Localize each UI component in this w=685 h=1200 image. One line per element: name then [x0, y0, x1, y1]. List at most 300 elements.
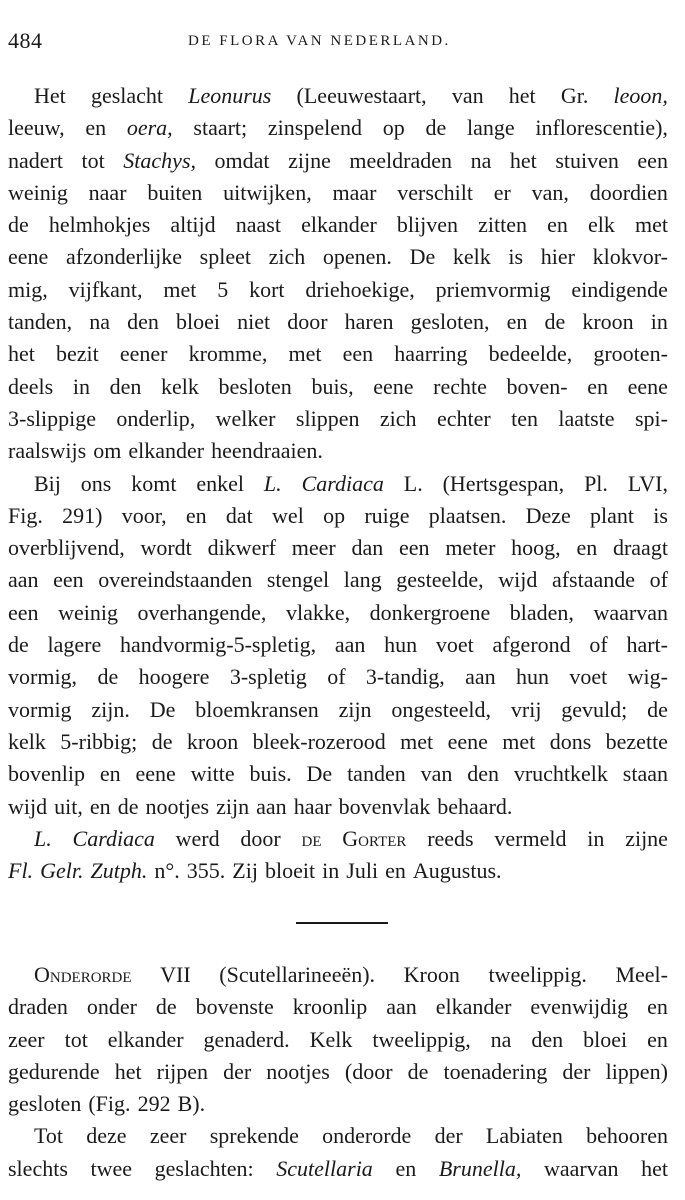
word: sprekende [209, 1123, 299, 1149]
word: niet [237, 309, 271, 335]
text-line [8, 80, 668, 112]
word: haarring [394, 341, 468, 367]
word: den [109, 373, 142, 399]
word: omdat [214, 147, 270, 173]
word: zijne [288, 147, 331, 173]
word: gesloten [8, 1091, 82, 1117]
word: een [399, 535, 430, 561]
word: gesloten, [410, 309, 490, 335]
word: lippen) [605, 1058, 668, 1084]
word: ongesteeld, [391, 696, 492, 722]
text-line [8, 597, 668, 629]
word: en [587, 373, 609, 399]
word: na [89, 309, 111, 335]
text-line [8, 629, 668, 661]
word: genaderd. [203, 1026, 290, 1052]
word: den [127, 309, 159, 335]
word: Zij [232, 858, 258, 884]
word: 355. [186, 858, 226, 884]
text-line [8, 112, 668, 144]
word: van [420, 761, 453, 787]
word: inflorescentie), [535, 115, 668, 141]
word: voet [569, 664, 608, 690]
word: het [641, 1155, 668, 1181]
word: ruige [364, 502, 410, 528]
word: vermeld [494, 825, 567, 851]
word: waarvan [593, 599, 668, 625]
word: B). [177, 1091, 206, 1117]
text-line [8, 991, 668, 1023]
word: (Scutellarineeën). [219, 962, 376, 987]
word: zeer [8, 1026, 45, 1052]
word: eene [447, 728, 488, 754]
word: eene [135, 761, 176, 787]
word: Pl. [584, 470, 608, 496]
word: echter [436, 405, 491, 431]
word: de [407, 1058, 429, 1084]
word: Gr. [560, 83, 589, 108]
word: klokvor- [592, 244, 668, 270]
word: evenwijdig [530, 994, 629, 1020]
word: aan [334, 632, 366, 658]
word: dat [225, 502, 253, 528]
word: leoon, [613, 83, 668, 108]
word: en [185, 502, 207, 528]
text-line [8, 145, 668, 177]
word: de [425, 115, 447, 141]
word: (Hertsgespan, [442, 470, 565, 496]
word: de [151, 728, 173, 754]
text-line [8, 758, 668, 790]
word: Gorter [342, 825, 407, 851]
word: kroon [582, 309, 634, 335]
word: Kelk [309, 1026, 353, 1052]
word: geslacht [90, 83, 164, 108]
word: na [490, 1026, 512, 1052]
text-line [8, 403, 668, 435]
word: welker [215, 405, 276, 431]
word: Scutellaria [276, 1155, 373, 1181]
word: L. [263, 470, 282, 496]
word: Deze [525, 502, 571, 528]
word: en [89, 793, 111, 819]
word: of [327, 664, 346, 690]
word: Leonurus [188, 83, 272, 108]
word: slechts [8, 1155, 68, 1181]
word: openen. [322, 244, 392, 270]
word: de [301, 825, 322, 851]
word: (door [344, 1058, 393, 1084]
word: het [509, 147, 537, 173]
word: Het [34, 83, 66, 108]
word: in [72, 373, 90, 399]
word: De [149, 696, 176, 722]
word: staan [622, 761, 668, 787]
word: rijpen [156, 1058, 208, 1084]
word: de [8, 632, 29, 658]
text-line [8, 694, 668, 726]
word: Bij [34, 470, 61, 496]
word: Augustus. [412, 858, 502, 884]
word: LVI, [627, 470, 668, 496]
word: ons [80, 470, 112, 496]
word: besloten [218, 373, 292, 399]
word: tot [64, 1026, 88, 1052]
word: altijd [170, 212, 216, 238]
word: buis, [311, 373, 354, 399]
word: bloei [583, 1026, 628, 1052]
text-line [8, 532, 668, 564]
word: L. [403, 470, 423, 496]
word: verschilt [397, 179, 473, 205]
word: spi- [634, 405, 668, 431]
word: handvormig-5-spletig, [119, 632, 317, 658]
word: bladen, [509, 599, 574, 625]
word: deze [86, 1123, 127, 1149]
word: tanden [347, 761, 406, 787]
word: L. [34, 825, 52, 851]
text-line [8, 661, 668, 693]
word: raalswijs [8, 438, 87, 464]
word: heendraaien. [211, 438, 323, 464]
word: n°. [154, 858, 180, 884]
word: afstaande [551, 567, 636, 593]
word: in [587, 825, 605, 851]
word: doordien [589, 179, 668, 205]
word: er [493, 179, 511, 205]
word: gesteelde, [396, 567, 484, 593]
word: bloei [176, 309, 221, 335]
word: zijne [625, 825, 668, 851]
word: zich [379, 405, 417, 431]
word: overhangende, [137, 599, 267, 625]
word: laatste [558, 405, 615, 431]
word: Meel- [615, 962, 668, 987]
word: tot [81, 147, 105, 173]
word: eene [8, 244, 49, 270]
word: eene [627, 373, 668, 399]
word: behaard. [437, 793, 513, 819]
word: staart; [193, 115, 248, 141]
word: Gelr. [40, 858, 84, 884]
text-line [8, 1088, 668, 1120]
word: vruchtkelk [513, 761, 608, 787]
word: aan [8, 567, 39, 593]
word: eindigende [571, 276, 668, 302]
word: leeuw, [8, 115, 65, 141]
text-line [8, 371, 668, 403]
word: de [8, 212, 29, 238]
word: vormig [8, 696, 72, 722]
word: kelk [160, 373, 199, 399]
word: en [547, 212, 568, 238]
word: elkander [301, 212, 377, 238]
word: kroon [186, 728, 239, 754]
word: hier [540, 244, 575, 270]
word: boven- [506, 373, 568, 399]
word: is [508, 244, 524, 270]
word: het [8, 341, 35, 367]
text-line [8, 791, 668, 823]
word: nootjes [145, 793, 210, 819]
word: donkergroene [369, 599, 491, 625]
word: de [97, 664, 119, 690]
text-line [8, 1056, 668, 1088]
word: lagere [47, 632, 102, 658]
text-block-onderorde [8, 959, 668, 1185]
word: voet [435, 632, 474, 658]
word: is [653, 502, 668, 528]
text-line [8, 855, 668, 887]
text-line [8, 435, 668, 467]
word: oera, [126, 115, 173, 141]
word: witte [190, 761, 235, 787]
page-number: 484 [8, 28, 43, 53]
word: vormig, [8, 664, 78, 690]
word: bleek-rozerood [252, 728, 386, 754]
word: wordt [140, 535, 192, 561]
word: buis. [249, 761, 292, 787]
word: meer [291, 535, 336, 561]
word: van, [531, 179, 569, 205]
word: maar [332, 179, 377, 205]
word: nootjes [266, 1058, 330, 1084]
word: den [467, 761, 499, 787]
word: waarvan [543, 1155, 619, 1181]
word: weinig [58, 599, 118, 625]
word: overeindstaanden [98, 567, 253, 593]
word: wijd [8, 793, 48, 819]
text-line [8, 468, 668, 500]
word: Labiaten [485, 1123, 563, 1149]
word: De [409, 244, 436, 270]
word: zitten [478, 212, 527, 238]
word: Zutph. [90, 858, 148, 884]
word: Fig. [8, 502, 43, 528]
word: naar [88, 179, 127, 205]
word: eener [119, 341, 168, 367]
word: Fl. [8, 858, 34, 884]
word: en [647, 1026, 668, 1052]
word: na [470, 147, 492, 173]
word: priemvormig [435, 276, 551, 302]
word: komt [131, 470, 177, 496]
word: hun [516, 664, 549, 690]
word: zijn. [91, 696, 130, 722]
word: zeer [149, 1123, 187, 1149]
word: aan [256, 793, 287, 819]
word: dan [351, 535, 384, 561]
word: eene [373, 373, 414, 399]
word: en [385, 858, 406, 884]
word: 5 [217, 276, 229, 302]
word: twee [90, 1155, 133, 1181]
word: afgerond [492, 632, 571, 658]
word: elk [587, 212, 615, 238]
word: bloeit [264, 858, 316, 884]
word: de [544, 309, 566, 335]
word: der [223, 1058, 252, 1084]
word: voor, [121, 502, 167, 528]
text-line [8, 726, 668, 758]
text-line [8, 500, 668, 532]
word: vlakke, [285, 599, 351, 625]
word: in [650, 309, 668, 335]
word: lange [466, 115, 515, 141]
word: of [589, 632, 608, 658]
word: tweelippig, [372, 1026, 471, 1052]
word: bovenvlak [338, 793, 431, 819]
word: Stachys, [123, 147, 196, 173]
word: haar [293, 793, 332, 819]
word: hoog, [511, 535, 561, 561]
word: de [155, 994, 177, 1020]
word: VII [160, 962, 191, 987]
word: meeldraden [349, 147, 453, 173]
text-line [8, 564, 668, 596]
word: 291) [62, 502, 103, 528]
word: wel [272, 502, 304, 528]
word: stuiven [555, 147, 619, 173]
word: 5-ribbig; [60, 728, 138, 754]
word: 292 [137, 1091, 171, 1117]
word: onder [86, 994, 137, 1020]
word: een [637, 147, 668, 173]
word: Cardiaca [72, 825, 155, 851]
word: bloemkransen [195, 696, 319, 722]
word: om [93, 438, 122, 464]
word: in [322, 858, 340, 884]
word: het [508, 83, 536, 108]
word: Cardiaca [301, 470, 384, 496]
word: (Leeuwestaart, [296, 83, 427, 108]
word: met [400, 728, 434, 754]
word: behooren [586, 1123, 668, 1149]
word: een [342, 341, 374, 367]
word: kroonlip [292, 994, 368, 1020]
word: bovenste [195, 994, 274, 1020]
word: door [240, 825, 281, 851]
word: hun [384, 632, 418, 658]
word: vijfkant, [68, 276, 143, 302]
word: der [434, 1123, 463, 1149]
text-line [8, 1024, 668, 1056]
word: rechte [433, 373, 487, 399]
word: zijn [216, 793, 250, 819]
word: hoogere [138, 664, 210, 690]
word: gevuld; [561, 696, 628, 722]
word: Tot [34, 1123, 64, 1149]
word: een [53, 567, 84, 593]
word: Onderorde [34, 962, 132, 987]
word: meter [445, 535, 496, 561]
text-line [8, 177, 668, 209]
word: elkander [107, 1026, 184, 1052]
text-line [8, 338, 668, 370]
word: kromme, [188, 341, 268, 367]
text-line [8, 306, 668, 338]
word: der [562, 1058, 591, 1084]
text-line [8, 274, 668, 306]
word: driehoekige, [305, 276, 415, 302]
text-line [8, 823, 668, 855]
word: wig- [627, 664, 668, 690]
word: het [114, 1058, 142, 1084]
word: aan [465, 664, 496, 690]
word: door [287, 309, 328, 335]
word: toenadering [443, 1058, 548, 1084]
word: nadert [8, 147, 63, 173]
word: den [531, 1026, 564, 1052]
word: hart- [626, 632, 668, 658]
word: elkander [128, 438, 205, 464]
word: van [451, 83, 484, 108]
text-line [8, 1120, 668, 1152]
word: dons [549, 728, 592, 754]
text-line [8, 959, 668, 991]
word: bezit [55, 341, 99, 367]
word: bedeelde, [488, 341, 573, 367]
word: 3-spletig [229, 664, 307, 690]
word: naast [235, 212, 281, 238]
word: uitwijken, [223, 179, 312, 205]
word: geslachten: [154, 1155, 254, 1181]
word: weinig [8, 179, 68, 205]
word: onderlip, [116, 405, 196, 431]
word: en [576, 535, 598, 561]
word: met [163, 276, 197, 302]
word: blijven [396, 212, 459, 238]
word: werd [175, 825, 220, 851]
word: (Fig. [88, 1091, 131, 1117]
word: ten [511, 405, 538, 431]
word: enkel [196, 470, 245, 496]
word: 3-tandig, [365, 664, 445, 690]
word: en [647, 994, 668, 1020]
word: met [288, 341, 322, 367]
word: bezette [605, 728, 668, 754]
word: onderorde [322, 1123, 412, 1149]
word: lang [343, 567, 382, 593]
word: bovenlip [8, 761, 85, 787]
word: aan [386, 994, 417, 1020]
word: haren [344, 309, 394, 335]
word: deels [8, 373, 54, 399]
page-header [8, 28, 668, 58]
word: stengel [266, 567, 330, 593]
word: en [395, 1155, 417, 1181]
word: en [506, 309, 528, 335]
word: De [306, 761, 333, 787]
word: kelk [8, 728, 46, 754]
word: een [8, 599, 39, 625]
word: overblijvend, [8, 535, 125, 561]
word: met [634, 212, 668, 238]
word: zich [268, 244, 306, 270]
word: uit, [54, 793, 83, 819]
word: spleet [199, 244, 251, 270]
running-head: DE FLORA VAN NEDERLAND. [188, 33, 451, 49]
word: de [117, 793, 139, 819]
word: mig, [8, 276, 48, 302]
word: en [99, 761, 121, 787]
word: en [85, 115, 107, 141]
word: afzonderlijke [65, 244, 182, 270]
word: helmhokjes [48, 212, 151, 238]
word: zijn [338, 696, 372, 722]
word: zinspelend [267, 115, 362, 141]
word: Kroon [403, 962, 460, 987]
